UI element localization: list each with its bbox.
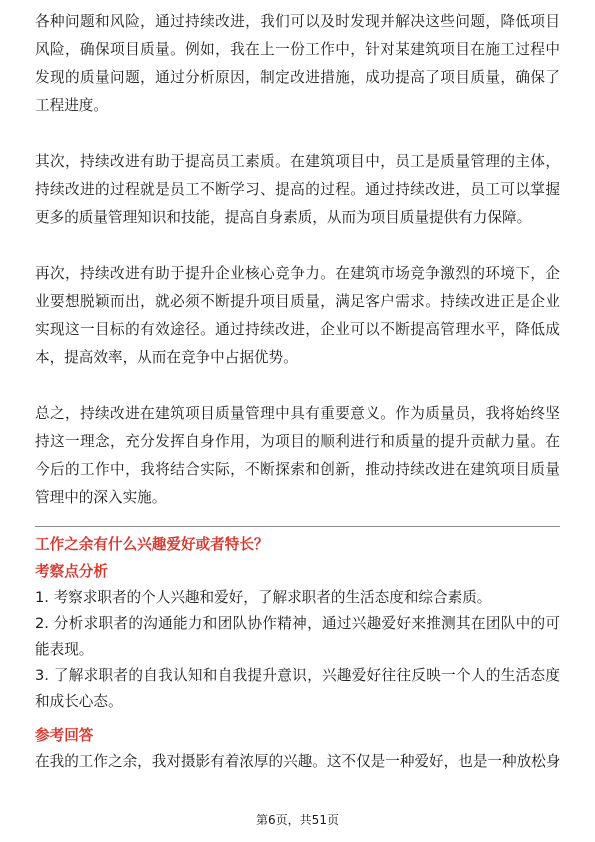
body-paragraph: 各种问题和风险，通过持续改进，我们可以及时发现并解决这些问题，降低项目风险，确保项目质量。例如，我在上一份工作中，针对某建筑项目在施工过程中发现的质量问题，通过分析原因，制定改进措施，成功提高了项目质量，确保了工程进度。 bbox=[35, 13, 560, 114]
body-paragraph: 其次，持续改进有助于提高员工素质。在建筑项目中，员工是质量管理的主体，持续改进的过程就是员工不断学习、提高的过程。通过持续改进，员工可以掌握更多的质量管理知识和技能，提高自身素质，从而为项目质量提供有力保障。 bbox=[35, 153, 560, 226]
section-divider bbox=[35, 526, 560, 527]
list-item: 3. 了解求职者的自我认知和自我提升意识，兴趣爱好往往反映一个人的生活态度和成长心态。 bbox=[35, 667, 560, 710]
page-number-footer: 第6页，共51页 bbox=[256, 813, 339, 827]
answer-heading: 参考回答 bbox=[35, 727, 94, 744]
body-paragraph: 再次，持续改进有助于提升企业核心竞争力。在建筑市场竞争激烈的环境下，企业要想脱颖而出，就必须不断提升项目质量，满足客户需求。持续改进正是企业实现这一目标的有效途径。通过持续改进，企业可以不断提高管理水平，降低成本，提高效率，从而在竞争中占据优势。 bbox=[35, 265, 560, 366]
document-page bbox=[35, 8, 560, 775]
question-heading: 工作之余有什么兴趣爱好或者特长？ bbox=[35, 536, 269, 553]
analysis-heading: 考察点分析 bbox=[35, 563, 108, 580]
list-item: 1. 考察求职者的个人兴趣和爱好，了解求职者的生活态度和综合素质。 bbox=[35, 589, 492, 606]
answer-paragraph: 在我的工作之余，我对摄影有着浓厚的兴趣。这不仅是一种爱好，也是一种放松身 bbox=[35, 753, 560, 770]
list-item: 2. 分析求职者的沟通能力和团队协作精神，通过兴趣爱好来推测其在团队中的可能表现。 bbox=[35, 615, 560, 658]
body-paragraph: 总之，持续改进在建筑项目质量管理中具有重要意义。作为质量员，我将始终坚持这一理念，充分发挥自身作用，为项目的顺利进行和质量的提升贡献力量。在今后的工作中，我将结合实际，不断探索和创新，推动持续改进在建筑项目质量管理中的深入实施。 bbox=[35, 405, 560, 506]
analysis-list bbox=[35, 585, 560, 715]
